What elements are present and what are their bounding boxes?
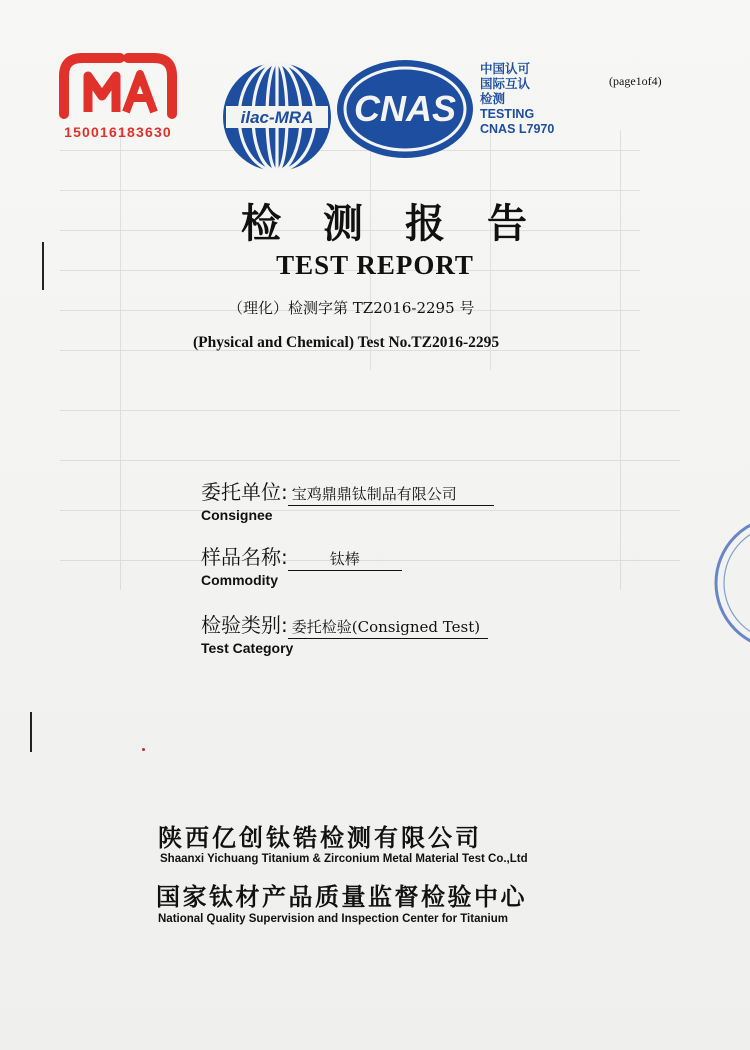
svg-text:CNAS: CNAS bbox=[353, 88, 457, 129]
report-number-english: (Physical and Chemical) Test No.TZ2016-2295 bbox=[193, 334, 500, 351]
cma-number: 150016183630 bbox=[64, 124, 172, 140]
field-test-category bbox=[201, 609, 488, 656]
cnas-line: CNAS L7970 bbox=[480, 122, 555, 136]
company-name-english: Shaanxi Yichuang Titanium & Zirconium Metal Material Test Co.,Ltd bbox=[160, 853, 528, 865]
cnas-line: 中国认可 bbox=[480, 62, 531, 76]
field-label-en: Test Category bbox=[201, 640, 294, 656]
field-consignee bbox=[201, 476, 494, 523]
report-number-chinese: （理化）检测字第 TZ2016-2295 号 bbox=[228, 299, 475, 317]
field-value: 宝鸡鼎鼎钛制品有限公司 bbox=[288, 483, 494, 506]
svg-text:ilac-MRA: ilac-MRA bbox=[240, 108, 314, 127]
title-english: TEST REPORT bbox=[276, 250, 474, 280]
field-label-cn: 样品名称: bbox=[201, 545, 288, 569]
field-label-en: Commodity bbox=[201, 572, 278, 588]
cnas-logo bbox=[334, 58, 476, 160]
cnas-accreditation-text bbox=[480, 62, 554, 137]
cma-logo bbox=[58, 52, 178, 140]
globe-icon bbox=[218, 58, 336, 176]
cnas-line: 国际互认 bbox=[480, 77, 531, 91]
field-value: 钛棒 bbox=[288, 548, 402, 571]
cma-logo-icon bbox=[58, 52, 178, 120]
field-label-cn: 委托单位: bbox=[201, 480, 288, 504]
field-value: 委托检验(Consigned Test) bbox=[288, 616, 488, 639]
field-commodity bbox=[201, 541, 402, 588]
cnas-line: TESTING bbox=[480, 107, 535, 121]
company-name-chinese: 陕西亿创钛锆检测有限公司 bbox=[158, 824, 482, 852]
page-indicator: (page1of4) bbox=[609, 74, 662, 88]
center-name-english: National Quality Supervision and Inspection Center for Titanium bbox=[158, 913, 508, 925]
center-name-chinese: 国家钛材产品质量监督检验中心 bbox=[156, 883, 527, 911]
ilac-mra-logo bbox=[218, 58, 336, 176]
title-chinese: 检测报告 bbox=[241, 201, 569, 247]
cnas-emblem-icon bbox=[334, 58, 476, 160]
cnas-line: 检测 bbox=[480, 92, 506, 106]
ink-dot bbox=[142, 748, 145, 751]
field-label-cn: 检验类别: bbox=[201, 613, 288, 637]
field-label-en: Consignee bbox=[201, 507, 273, 523]
seal-stamp-icon bbox=[700, 508, 750, 658]
binding-mark bbox=[30, 712, 32, 752]
